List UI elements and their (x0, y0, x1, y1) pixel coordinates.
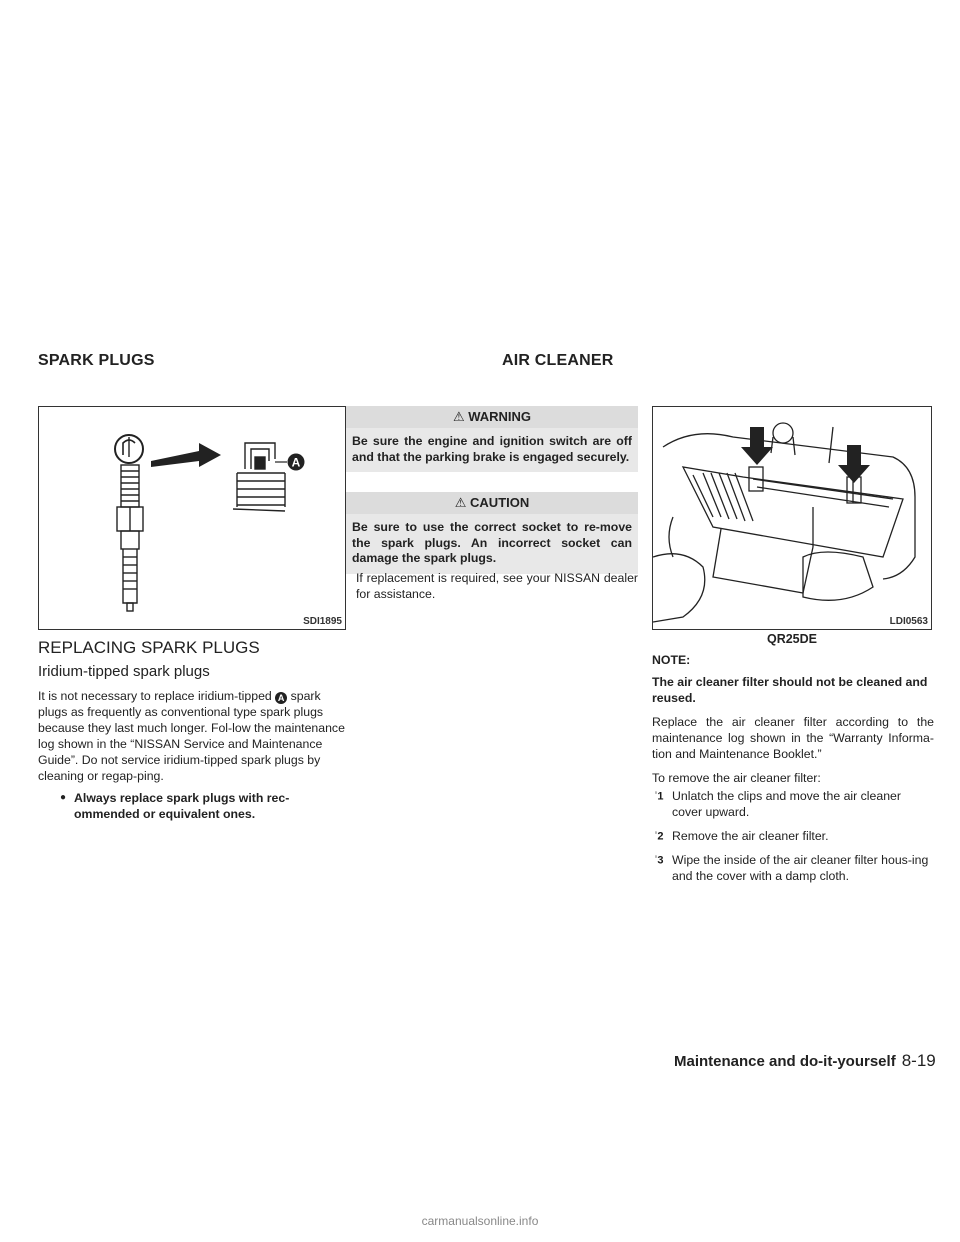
step-item (652, 828, 934, 844)
step-item (652, 788, 934, 820)
steps-list (652, 788, 934, 884)
caution-title: CAUTION (470, 495, 530, 510)
bullet-text: Always replace spark plugs with rec-ommended or equivalent ones. (74, 791, 290, 821)
warning-box (346, 406, 638, 472)
air-cleaner-figure (652, 406, 932, 630)
figure1-code: SDI1895 (303, 616, 342, 627)
step-text: Remove the air cleaner filter. (672, 829, 829, 843)
page-footer (674, 1051, 936, 1071)
marker-a-icon: A (275, 692, 287, 704)
caution-title-bar (346, 492, 638, 514)
replacing-spark-plugs-heading: REPLACING SPARK PLUGS (38, 638, 260, 657)
spark-plug-illustration (39, 407, 344, 628)
para-start: It is not necessary to replace iridium-tipped (38, 689, 272, 703)
warning-title: WARNING (468, 409, 532, 424)
note-text: The air cleaner filter should not be cleaned and reused. (652, 675, 928, 705)
right-paragraph-1: Replace the air cleaner filter according to the maintenance log shown in the “Warranty Informa-tion and Maintenance Booklet.” (652, 715, 934, 761)
section-heading-spark-plugs: SPARK PLUGS (38, 352, 155, 369)
section-heading-air-cleaner: AIR CLEANER (502, 352, 614, 369)
step-number-icon: ◦3 (654, 852, 664, 867)
caution-icon: ⚠ (454, 495, 467, 510)
watermark: carmanualsonline.info (421, 1214, 539, 1228)
step-number-icon: ◦1 (654, 788, 664, 803)
right-column (652, 652, 934, 884)
right-paragraph-2: To remove the air cleaner filter: (652, 771, 821, 785)
iridium-subheading: Iridium-tipped spark plugs (38, 663, 210, 680)
left-paragraph (38, 688, 346, 822)
step-item (652, 852, 934, 884)
figure1-label-a: A (291, 455, 301, 470)
spark-plug-figure (38, 406, 346, 630)
note-label: NOTE: (652, 653, 691, 667)
figure2-code: LDI0563 (889, 616, 928, 627)
step-number-icon: ◦2 (654, 828, 664, 843)
warning-text: Be sure the engine and ignition switch are off and that the parking brake is engaged securely. (346, 428, 638, 472)
step-text: Wipe the inside of the air cleaner filter hous-ing and the cover with a damp cloth. (672, 853, 929, 883)
footer-title: Maintenance and do-it-yourself (674, 1053, 896, 1070)
page-number: 8-19 (901, 1051, 936, 1070)
bullet-icon: ● (60, 792, 67, 803)
step-text: Unlatch the clips and move the air cleaner cover upward. (672, 789, 901, 819)
caution-text: Be sure to use the correct socket to re-move the spark plugs. An incorrect socket can damage the spark plugs. (346, 514, 638, 574)
bullet-item (38, 790, 346, 822)
middle-paragraph: If replacement is required, see your NISSAN dealer for assistance. (356, 571, 638, 601)
figure2-caption: QR25DE (766, 632, 818, 646)
warning-title-bar (346, 406, 638, 428)
caution-box (346, 492, 638, 574)
warning-icon: ⚠ (452, 409, 465, 424)
para-rest: spark plugs as frequently as conventional type spark plugs because they last much longer. Fol-low the maintenance log shown in the “NISSAN Service and Maintenance Guide”. Do not service iridium-tipped spark plugs by cleaning or regap-ping. (38, 689, 345, 783)
air-cleaner-illustration (653, 407, 930, 628)
